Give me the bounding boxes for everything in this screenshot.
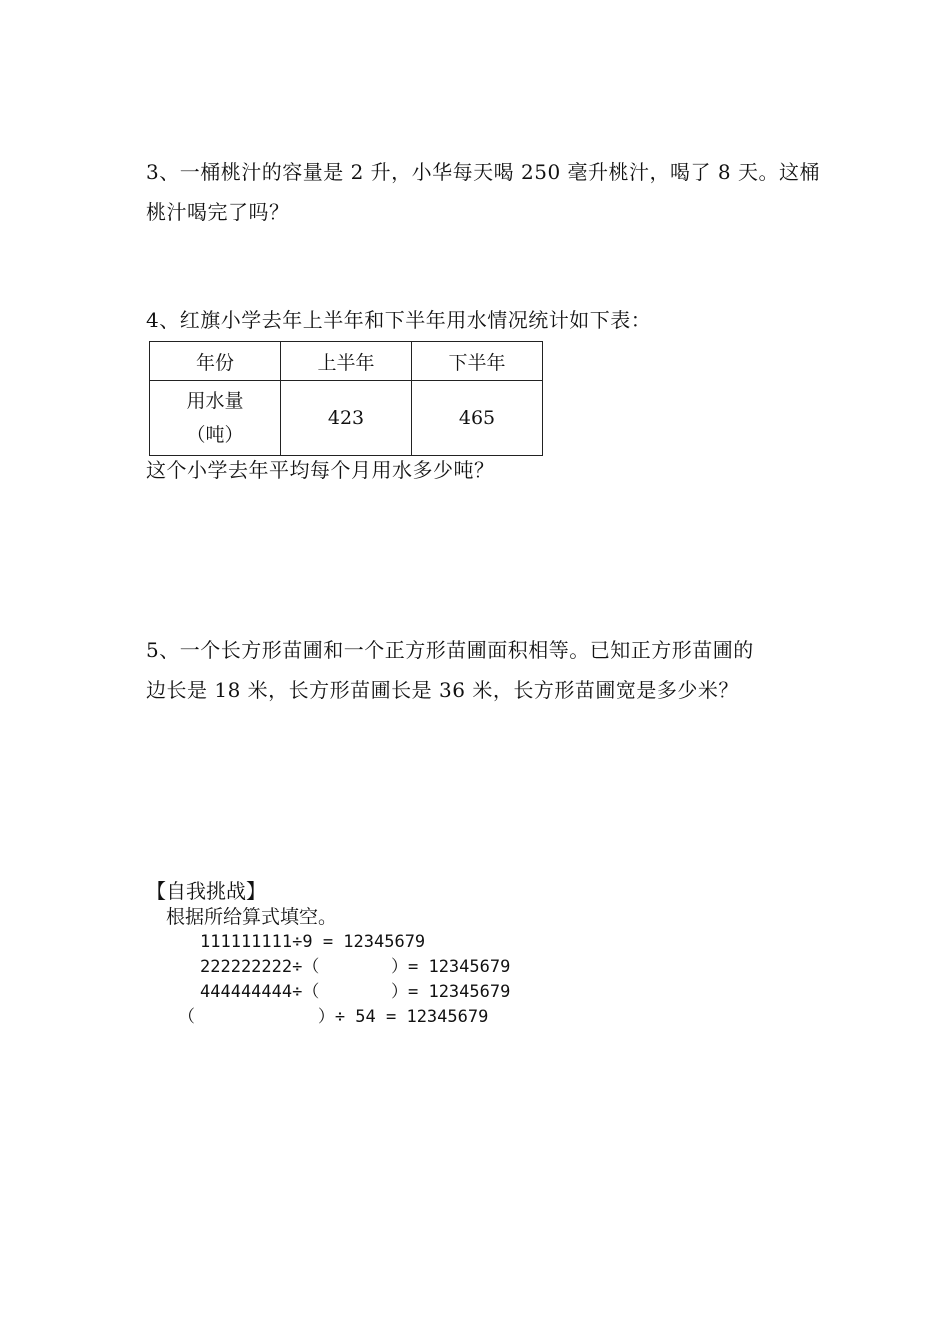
challenge-equation-1: 111111111÷9 = 12345679: [200, 932, 426, 952]
value-cell-second-half: 465: [412, 381, 543, 456]
challenge-equation-3: 444444444÷（ ）= 12345679: [200, 982, 511, 1002]
question-4-intro: 4、红旗小学去年上半年和下半年用水情况统计如下表：: [146, 308, 652, 332]
row-label-line-1: 用水量: [186, 390, 244, 412]
table-header-row: [150, 342, 543, 381]
value-cell-first-half: 423: [281, 381, 412, 456]
header-cell-second-half: 下半年: [412, 342, 543, 381]
challenge-equation-2: 222222222÷（ ）= 12345679: [200, 957, 511, 977]
question-4-question: 这个小学去年平均每个月用水多少吨？: [146, 458, 495, 482]
question-5-line-1: 5、一个长方形苗圃和一个正方形苗圃面积相等。已知正方形苗圃的: [146, 638, 754, 662]
challenge-instruction: 根据所给算式填空。: [166, 906, 338, 928]
row-label-line-2: （吨）: [186, 424, 244, 446]
header-cell-year: 年份: [150, 342, 281, 381]
table-row-water-usage: [150, 381, 543, 456]
question-3-line-2: 桃汁喝完了吗？: [146, 200, 290, 224]
question-5-line-2: 边长是 18 米，长方形苗圃长是 36 米，长方形苗圃宽是多少米？: [146, 678, 739, 702]
row-label-cell: [150, 381, 281, 456]
header-cell-first-half: 上半年: [281, 342, 412, 381]
question-3-line-1: 3、一桶桃汁的容量是 2 升，小华每天喝 250 毫升桃汁，喝了 8 天。这桶: [146, 160, 820, 184]
challenge-title: 【自我挑战】: [146, 879, 266, 903]
challenge-equation-4: （ ）÷ 54 = 12345679: [178, 1007, 489, 1027]
water-usage-table: [149, 341, 543, 456]
